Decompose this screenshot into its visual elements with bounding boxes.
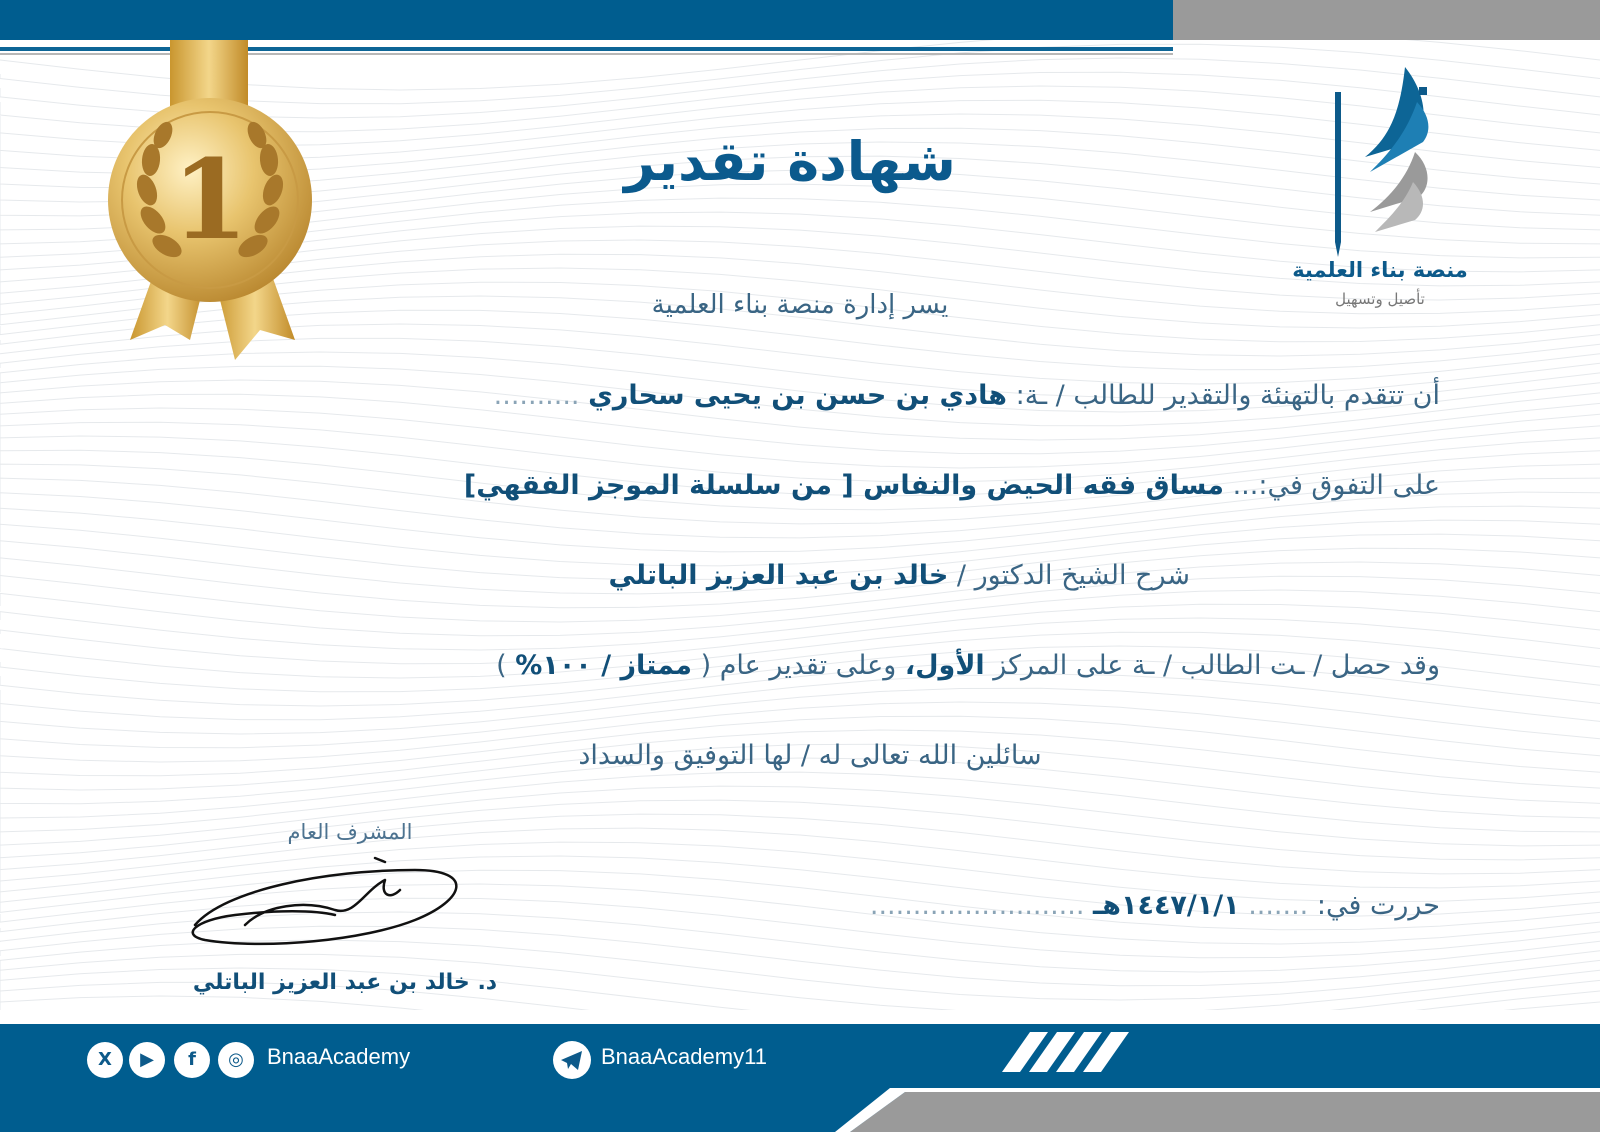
logo-name: منصة بناء العلمية bbox=[1292, 258, 1468, 282]
issued-label: حررت في: bbox=[1316, 890, 1440, 921]
sheikh-line-prefix: شرح الشيخ الدكتور / bbox=[956, 560, 1190, 591]
closing-line: سائلين الله تعالى له / لها التوفيق والسداد bbox=[578, 740, 1042, 771]
rank-line bbox=[205, 650, 1440, 681]
grade: ممتاز / ١٠٠% bbox=[515, 650, 692, 681]
dots: ......................... bbox=[869, 890, 1085, 921]
supervisor-name: د. خالد بن عبد العزيز الباتلي bbox=[192, 970, 498, 995]
course-line bbox=[175, 470, 1440, 501]
signature-icon bbox=[185, 850, 475, 960]
top-bar-blue bbox=[0, 0, 1173, 40]
supervisor-title: المشرف العام bbox=[287, 820, 413, 844]
course-name: مساق فقه الحيض والنفاس [ من سلسلة الموجز الفقهي] bbox=[463, 470, 1224, 501]
youtube-icon[interactable]: ▶ bbox=[129, 1042, 165, 1078]
wave-line bbox=[0, 674, 1600, 734]
logo-tagline: تأصيل وتسهيل bbox=[1335, 290, 1425, 308]
telegram-icon[interactable] bbox=[552, 1040, 592, 1080]
rank: الأول، bbox=[904, 650, 985, 681]
dots: .......... bbox=[493, 380, 580, 411]
grade-suffix: ) bbox=[496, 650, 507, 681]
rank-line-prefix: وقد حصل / ـت الطالب / ـة على المركز bbox=[993, 650, 1440, 681]
bnaa-logo-icon bbox=[1335, 62, 1475, 262]
gold-medal-icon bbox=[95, 40, 335, 370]
certificate-title: شهادة تقدير bbox=[624, 130, 956, 193]
social-handle[interactable]: BnaaAcademy bbox=[267, 1044, 411, 1069]
top-bar-gray bbox=[1173, 0, 1600, 40]
student-name: هادي بن حسن بن يحيى سحاري bbox=[588, 380, 1008, 411]
sheikh-name: خالد بن عبد العزيز الباتلي bbox=[608, 560, 949, 591]
wave-line bbox=[0, 506, 1600, 566]
sheikh-line bbox=[410, 560, 1190, 591]
issued-date-line bbox=[840, 890, 1440, 921]
dots: ....... bbox=[1248, 890, 1309, 921]
svg-text:1: 1 bbox=[171, 135, 249, 264]
wave-line bbox=[0, 408, 1600, 468]
wave-line bbox=[0, 688, 1600, 747]
grade-prefix: وعلى تقدير عام ( bbox=[700, 650, 897, 681]
certificate-intro: يسر إدارة منصة بناء العلمية bbox=[651, 290, 949, 320]
x-icon[interactable]: X bbox=[87, 1042, 123, 1078]
course-line-prefix: على التفوق في:... bbox=[1232, 470, 1440, 501]
instagram-icon[interactable]: ◎ bbox=[218, 1042, 254, 1078]
telegram-handle[interactable]: BnaaAcademy11 bbox=[601, 1044, 767, 1069]
student-line bbox=[175, 380, 1440, 411]
student-line-prefix: أن تتقدم بالتهنئة والتقدير للطالب / ـة: bbox=[1015, 380, 1440, 411]
issued-date: ١٤٤٧/١/١هـ bbox=[1093, 890, 1240, 921]
facebook-icon[interactable]: f bbox=[174, 1042, 210, 1078]
